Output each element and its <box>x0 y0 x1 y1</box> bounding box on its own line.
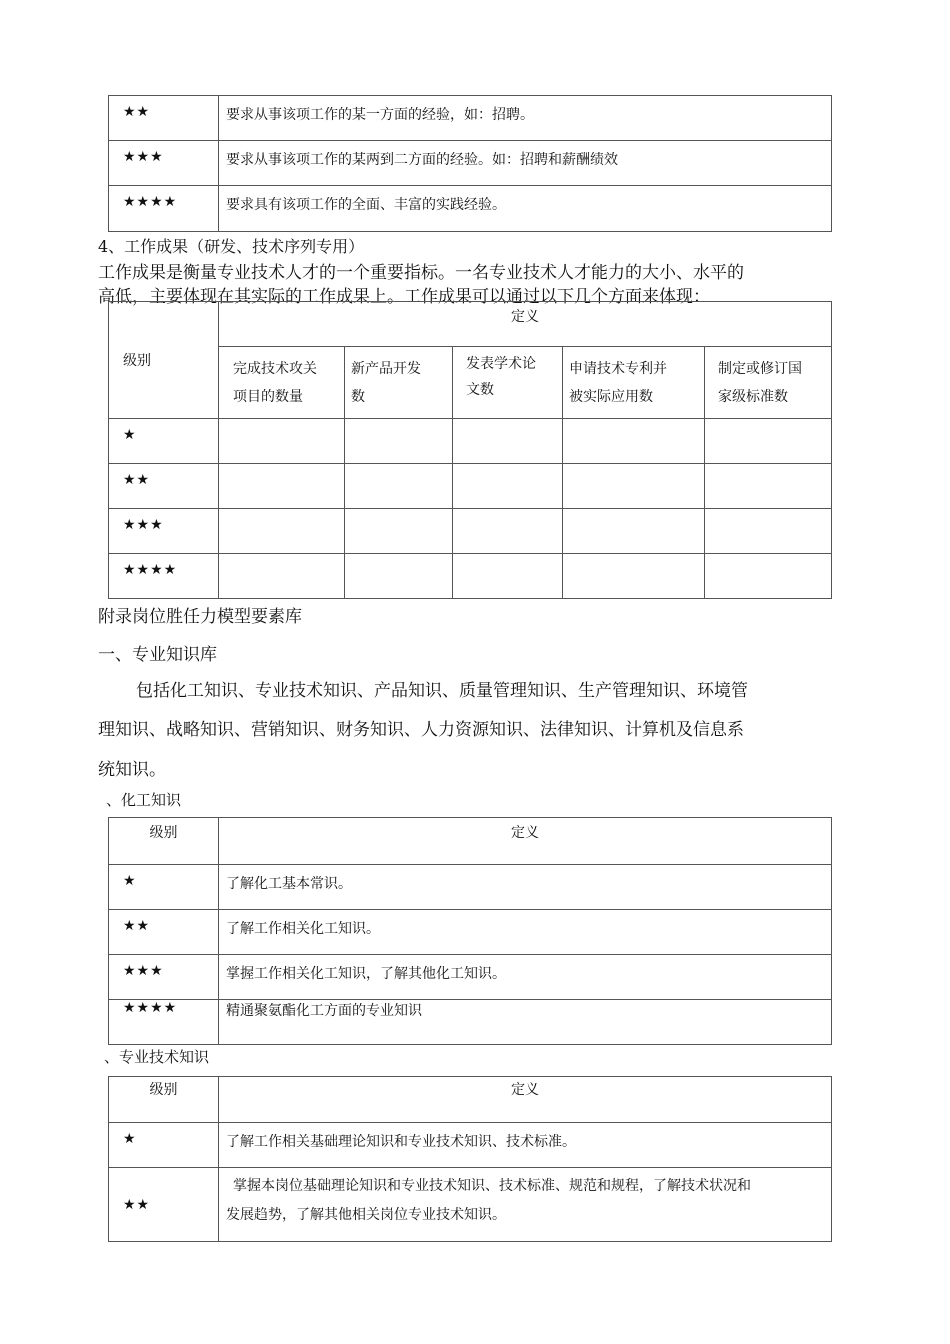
definition-cell: 了解工作相关基础理论知识和专业技术知识、技术标准。 <box>219 1123 832 1168</box>
level-cell: ★★ <box>109 464 219 509</box>
column-header: 发表学术论 文数 <box>453 347 563 419</box>
table-row <box>109 509 832 554</box>
definition-cell: 了解工作相关化工知识。 <box>219 910 832 955</box>
level-cell: ★★ <box>109 1168 219 1242</box>
definition-header: 定义 <box>219 1077 832 1123</box>
table-row <box>109 554 832 599</box>
paragraph-line: 统知识。 <box>98 760 166 780</box>
level-cell: ★★★ <box>109 141 219 186</box>
paragraph-line: 高低，主要体现在其实际的工作成果上。工作成果可以通过以下几个方面来体现： <box>98 287 710 307</box>
level-cell: ★★★★ <box>109 1000 219 1045</box>
appendix-title: 附录岗位胜任力模型要素库 <box>98 607 302 627</box>
subsection-heading: 、专业技术知识 <box>104 1048 210 1066</box>
paragraph-line: 工作成果是衡量专业技术人才的一个重要指标。一名专业技术人才能力的大小、水平的 <box>98 263 744 283</box>
table-row <box>109 419 832 464</box>
level-cell: ★★★★ <box>109 186 219 232</box>
definition-cell: 了解化工基本常识。 <box>219 865 832 910</box>
level-header: 级别 <box>109 1077 219 1123</box>
table-row <box>109 910 832 955</box>
table-row <box>109 1000 832 1045</box>
definition-cell: 精通聚氨酯化工方面的专业知识 <box>219 1000 832 1045</box>
level-cell: ★★★ <box>109 509 219 554</box>
table-row <box>109 955 832 1000</box>
level-cell: ★ <box>109 419 219 464</box>
level-cell: ★ <box>109 1123 219 1168</box>
paragraph-line: 包括化工知识、专业技术知识、产品知识、质量管理知识、生产管理知识、环境管 <box>136 681 748 701</box>
table-row <box>109 186 832 232</box>
experience-table <box>108 95 832 232</box>
column-header: 制定或修订国 家级标准数 <box>705 347 832 419</box>
definition-cell: 要求从事该项工作的某一方面的经验，如：招聘。 <box>219 96 832 141</box>
chem-knowledge-table <box>108 817 832 1045</box>
section-heading: 一、专业知识库 <box>98 645 217 665</box>
table-row <box>109 96 832 141</box>
table-row <box>109 1123 832 1168</box>
definition-header: 定义 <box>219 302 832 347</box>
section-heading: 4、工作成果（研发、技术序列专用） <box>98 237 365 256</box>
tech-knowledge-table <box>108 1076 832 1242</box>
column-header: 申请技术专利并 被实际应用数 <box>563 347 705 419</box>
table-row <box>109 1168 832 1242</box>
table-row <box>109 865 832 910</box>
definition-header: 定义 <box>219 818 832 865</box>
level-cell: ★★★★ <box>109 554 219 599</box>
level-header: 级别 <box>109 818 219 865</box>
level-cell: ★★★ <box>109 955 219 1000</box>
column-header: 新产品开发 数 <box>345 347 453 419</box>
table-row <box>109 464 832 509</box>
column-header: 完成技术攻关 项目的数量 <box>219 347 345 419</box>
level-cell: ★★ <box>109 910 219 955</box>
definition-cell: 掌握工作相关化工知识，了解其他化工知识。 <box>219 955 832 1000</box>
level-cell: ★ <box>109 865 219 910</box>
definition-cell: 要求从事该项工作的某两到二方面的经验。如：招聘和薪酬绩效 <box>219 141 832 186</box>
level-header: 级别 <box>109 302 219 419</box>
paragraph-line: 理知识、战略知识、营销知识、财务知识、人力资源知识、法律知识、计算机及信息系 <box>98 720 744 740</box>
definition-cell: 要求具有该项工作的全面、丰富的实践经验。 <box>219 186 832 232</box>
level-cell: ★★ <box>109 96 219 141</box>
table-row <box>109 141 832 186</box>
definition-cell: 掌握本岗位基础理论知识和专业技术知识、技术标准、规范和规程，了解技术状况和 发展趋势，了解其他相关岗位专业技术知识。 <box>219 1168 832 1242</box>
subsection-heading: 、化工知识 <box>106 791 182 809</box>
results-table <box>108 301 832 599</box>
